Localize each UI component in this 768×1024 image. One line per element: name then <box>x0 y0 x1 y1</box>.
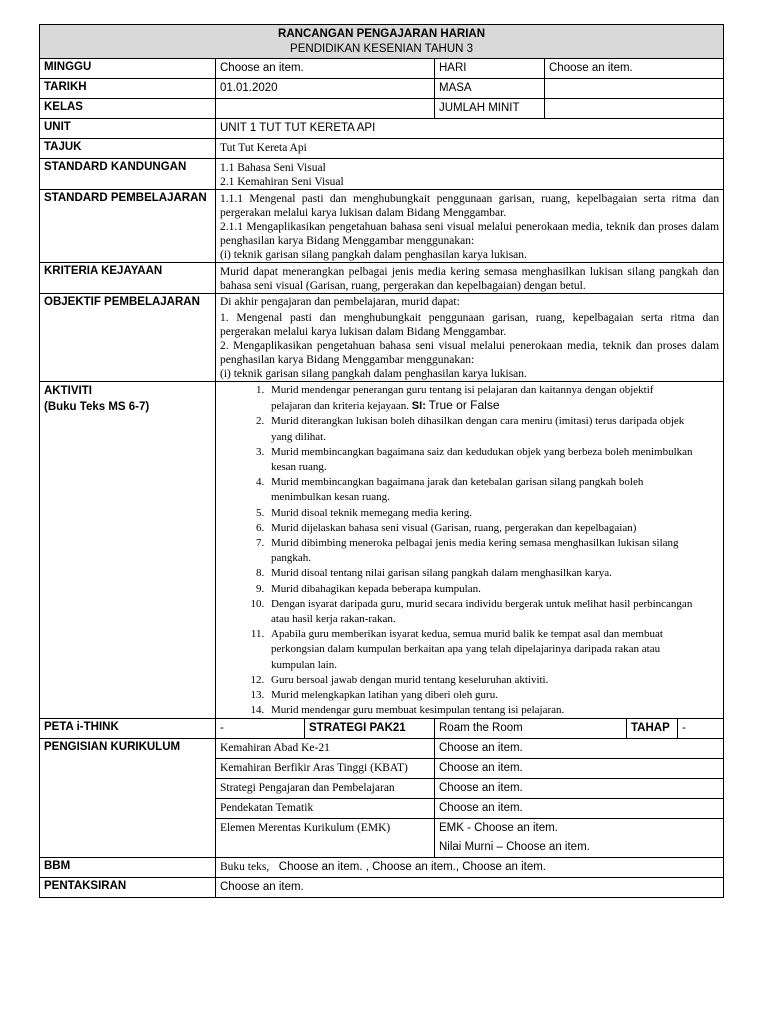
aktiviti-item: 12. Guru bersoal jawab dengan murid tentang keseluruhan aktiviti. <box>267 673 693 688</box>
aktiviti-item: 9. Murid dibahagikan kepada beberapa kumpulan. <box>267 582 693 597</box>
pentaksiran-label: PENTAKSIRAN <box>40 878 216 898</box>
peta-ithink-label: PETA i-THINK <box>40 719 216 739</box>
jumlah-minit-label: JUMLAH MINIT <box>435 99 545 119</box>
pk-item-dropdown[interactable]: Choose an item. <box>435 739 724 759</box>
bbm-value[interactable] <box>216 858 724 878</box>
kelas-label: KELAS <box>40 99 216 119</box>
emk-name: Elemen Merentas Kurikulum (EMK) <box>216 819 435 858</box>
minggu-label: MINGGU <box>40 59 216 79</box>
aktiviti-item: 11. Apabila guru memberikan isyarat kedua, semua murid balik ke tempat asal dan membuat perkongsian dalam kumpulan berkaitan apa yang telah dipelajarinya daripada rakan atau kumpulan lain. <box>267 627 693 673</box>
aktiviti-item: 2. Murid diterangkan lukisan boleh dihasilkan dengan cara meniru (imitasi) terus daripada objek yang dilihat. <box>267 414 693 444</box>
tahap-value[interactable]: - <box>678 719 724 739</box>
document-header <box>40 25 724 59</box>
op-intro: Di akhir pengajaran dan pembelajaran, murid dapat: <box>220 296 460 308</box>
tahap-label: TAHAP <box>627 719 678 739</box>
tarikh-value[interactable]: 01.01.2020 <box>216 79 435 99</box>
si-label: SI: <box>411 400 426 413</box>
tajuk-label: TAJUK <box>40 139 216 159</box>
objektif-pembelajaran-value[interactable] <box>216 294 724 382</box>
aktiviti-item: 4. Murid membincangkan bagaimana jarak dan ketebalan garisan silang pangkah boleh menimbulkan kesan ruang. <box>267 475 693 505</box>
lesson-plan-table <box>39 24 724 898</box>
sp-paragraph-3: (i) teknik garisan silang pangkah dalam penghasilan karya lukisan. <box>220 249 527 261</box>
jumlah-minit-value[interactable] <box>545 99 724 119</box>
strategi-pak21-value[interactable]: Roam the Room <box>435 719 627 739</box>
masa-label: MASA <box>435 79 545 99</box>
aktiviti-label-cell <box>40 382 216 719</box>
sk-line-2: 2.1 Kemahiran Seni Visual <box>220 176 344 188</box>
aktiviti-item: 5. Murid disoal teknik memegang media kering. <box>267 506 693 521</box>
emk-cell <box>435 819 724 858</box>
tarikh-label: TARIKH <box>40 79 216 99</box>
op-paragraph-2: 2. Mengaplikasikan pengetahuan bahasa seni visual melalui penerokaan media, teknik dan proses dalam penghasilan karya Bidang Menggambar menggunakan: <box>220 340 720 366</box>
si-dropdown[interactable]: True or False <box>428 398 500 413</box>
objektif-pembelajaran-label: OBJEKTIF PEMBELAJARAN <box>40 294 216 382</box>
pk-item-name: Pendekatan Tematik <box>216 799 435 819</box>
aktiviti-item: 7. Murid dibimbing meneroka pelbagai jenis media kering semasa menghasilkan lukisan silang pangkah. <box>267 536 693 566</box>
tajuk-value[interactable]: Tut Tut Kereta Api <box>216 139 724 159</box>
masa-value[interactable] <box>545 79 724 99</box>
strategi-pak21-label: STRATEGI PAK21 <box>305 719 435 739</box>
pk-item-dropdown[interactable]: Choose an item. <box>435 759 724 779</box>
op-paragraph-3: (i) teknik garisan silang pangkah dalam penghasilan karya lukisan. <box>220 368 527 380</box>
pk-item-dropdown[interactable]: Choose an item. <box>435 779 724 799</box>
pk-item-name: Strategi Pengajaran dan Pembelajaran <box>216 779 435 799</box>
nilai-murni-dropdown[interactable]: Nilai Murni – Choose an item. <box>439 841 590 854</box>
pentaksiran-dropdown[interactable]: Choose an item. <box>216 878 724 898</box>
pk-item-name: Kemahiran Abad Ke-21 <box>216 739 435 759</box>
aktiviti-item: 6. Murid dijelaskan bahasa seni visual (Garisan, ruang, pergerakan dan kepelbagaian) <box>267 521 693 536</box>
standard-pembelajaran-label: STANDARD PEMBELAJARAN <box>40 190 216 263</box>
standard-kandungan-label: STANDARD KANDUNGAN <box>40 159 216 190</box>
kelas-value[interactable] <box>216 99 435 119</box>
aktiviti-label: AKTIVITI <box>44 385 92 397</box>
bbm-dropdowns[interactable]: Choose an item. , Choose an item., Choose an item. <box>278 861 546 874</box>
hari-dropdown[interactable]: Choose an item. <box>545 59 724 79</box>
unit-label: UNIT <box>40 119 216 139</box>
bbm-prefix: Buku teks, <box>220 861 270 874</box>
sk-line-1: 1.1 Bahasa Seni Visual <box>220 162 326 174</box>
minggu-dropdown[interactable]: Choose an item. <box>216 59 435 79</box>
sp-paragraph-2: 2.1.1 Mengaplikasikan pengetahuan bahasa seni visual melalui penerokaan media, teknik dan proses dalam penghasilan karya Bidang Menggambar menggunakan: <box>220 221 720 247</box>
pengisian-kurikulum-label: PENGISIAN KURIKULUM <box>40 739 216 858</box>
aktiviti-item: 14. Murid mendengar guru membuat kesimpulan tentang isi pelajaran. <box>267 703 693 718</box>
kriteria-kejayaan-value[interactable] <box>216 263 724 294</box>
lesson-plan-document <box>39 24 723 898</box>
kk-text: Murid dapat menerangkan pelbagai jenis media kering semasa menghasilkan lukisan silang pangkah dan bahasa seni visual (Garisan, ruang, pergerakan dan kepelbagaian) dengan betul. <box>220 266 720 292</box>
aktiviti-list <box>220 383 693 718</box>
bbm-label: BBM <box>40 858 216 878</box>
peta-ithink-value[interactable]: - <box>216 719 305 739</box>
hari-label: HARI <box>435 59 545 79</box>
aktiviti-item <box>267 383 693 414</box>
pk-item-name: Kemahiran Berfikir Aras Tinggi (KBAT) <box>216 759 435 779</box>
document-title: RANCANGAN PENGAJARAN HARIAN <box>278 28 486 40</box>
standard-kandungan-value[interactable] <box>216 159 724 190</box>
standard-pembelajaran-value[interactable] <box>216 190 724 263</box>
emk-dropdown[interactable]: EMK - Choose an item. <box>439 822 558 835</box>
aktiviti-item: 8. Murid disoal tentang nilai garisan silang pangkah dalam menghasilkan karya. <box>267 566 693 581</box>
pk-item-dropdown[interactable]: Choose an item. <box>435 799 724 819</box>
aktiviti-item-text: Murid mendengar penerangan guru tentang isi pelajaran dan kaitannya dengan objektif pelajaran dan kriteria kejayaan. <box>271 384 654 413</box>
document-subtitle: PENDIDIKAN KESENIAN TAHUN 3 <box>290 43 474 55</box>
sp-paragraph-1: 1.1.1 Mengenal pasti dan menghubungkait penggunaan garisan, ruang, kepelbagaian serta ritma dan pergerakan melalui karya lukisan dalam Bidang Menggambar. <box>220 193 720 219</box>
aktiviti-value[interactable] <box>216 382 724 719</box>
op-paragraph-1: 1. Mengenal pasti dan menghubungkait penggunaan garisan, ruang, kepelbagaian serta ritma dan pergerakan melalui karya lukisan dalam Bidang Menggambar. <box>220 312 720 338</box>
aktiviti-item: 13. Murid melengkapkan latihan yang diberi oleh guru. <box>267 688 693 703</box>
unit-value[interactable]: UNIT 1 TUT TUT KERETA API <box>216 119 724 139</box>
kriteria-kejayaan-label: KRITERIA KEJAYAAN <box>40 263 216 294</box>
aktiviti-item: 10. Dengan isyarat daripada guru, murid secara individu bergerak untuk melihat hasil perbincangan atau hasil kerja rakan-rakan. <box>267 597 693 627</box>
aktiviti-sublabel: (Buku Teks MS 6-7) <box>44 401 150 413</box>
aktiviti-item: 3. Murid membincangkan bagaimana saiz dan kedudukan objek yang berbeza boleh menimbulkan kesan ruang. <box>267 445 693 475</box>
